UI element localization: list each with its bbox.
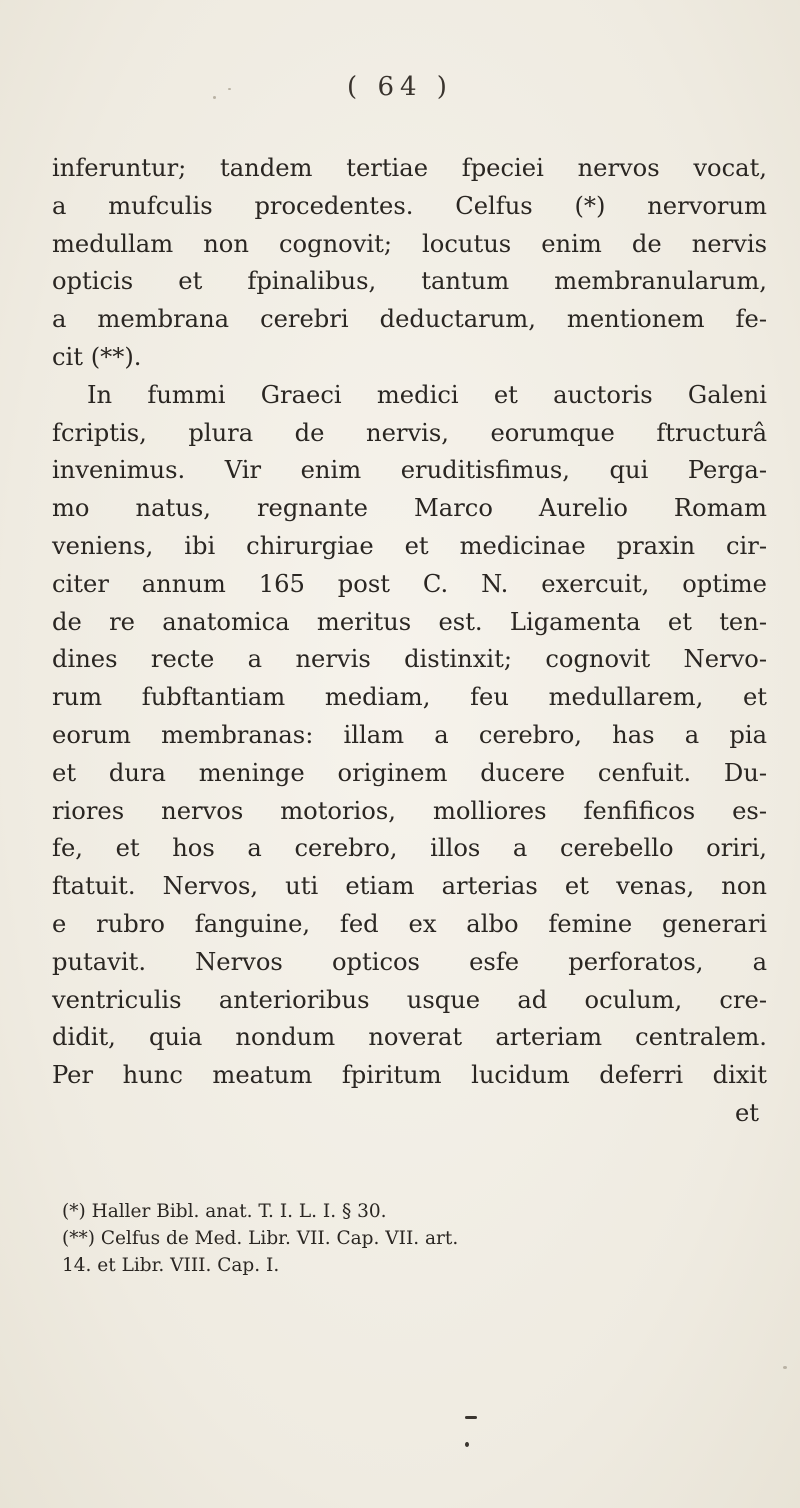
paper-spot <box>783 1366 787 1369</box>
footnote-line: (*) Haller Bibl. anat. T. I. L. I. § 30. <box>62 1201 387 1222</box>
text-line: fe, et hos a cerebro, illos a cerebello oriri, <box>52 834 767 863</box>
text-line: riores nervos motorios, molliores fenfificos es- <box>52 796 767 825</box>
text-line: eorum membranas: illam a cerebro, has a pia <box>52 720 767 749</box>
ink-mark <box>465 1416 477 1419</box>
text-line: invenimus. Vir enim eruditisfimus, qui Perga- <box>52 456 767 485</box>
text-line: et dura meninge originem ducere cenfuit. Du- <box>52 758 767 787</box>
text-line: opticis et fpinalibus, tantum membranularum, <box>52 267 767 296</box>
paper-spot <box>228 88 231 90</box>
text-line: ventriculis anterioribus usque ad oculum, cre- <box>52 985 767 1014</box>
text-line: putavit. Nervos opticos esfe perforatos, a <box>52 947 767 976</box>
footnote-line: 14. et Libr. VIII. Cap. I. <box>62 1255 280 1276</box>
footnote-line: (**) Celfus de Med. Libr. VII. Cap. VII. art. <box>62 1228 459 1249</box>
text-line: dines recte a nervis distinxit; cognovit Nervo- <box>52 645 767 674</box>
paper-spot <box>213 96 216 99</box>
text-line: citer annum 165 post C. N. exercuit, optime <box>52 569 767 598</box>
ink-mark <box>465 1442 469 1447</box>
paragraph-start-line: In fummi Graeci medici et auctoris Galeni <box>87 380 767 409</box>
footnotes-block <box>62 1198 762 1279</box>
text-line: rum fubftantiam mediam, feu medullarem, et <box>52 683 767 712</box>
text-line: mo natus, regnante Marco Aurelio Romam <box>52 494 767 523</box>
text-line: veniens, ibi chirurgiae et medicinae praxin cir- <box>52 531 767 560</box>
page-number: ( 64 ) <box>347 72 453 102</box>
text-line: a mufculis procedentes. Celfus (*) nervorum <box>52 191 767 220</box>
text-line: medullam non cognovit; locutus enim de nervis <box>52 229 767 258</box>
text-line: e rubro fanguine, fed ex albo femine generari <box>52 909 767 938</box>
text-line: inferuntur; tandem tertiae fpeciei nervos vocat, <box>52 154 767 182</box>
text-line: ftatuit. Nervos, uti etiam arterias et venas, non <box>52 872 767 901</box>
main-text-block <box>52 150 767 1133</box>
text-line: Per hunc meatum fpiritum lucidum deferri dixit <box>52 1061 767 1090</box>
text-line: a membrana cerebri deductarum, mentionem fe- <box>52 305 767 334</box>
text-line: de re anatomica meritus est. Ligamenta et ten- <box>52 607 767 636</box>
text-line: cit (**). <box>52 342 142 371</box>
catchword: et <box>734 1098 759 1127</box>
text-line: fcriptis, plura de nervis, eorumque ftructurâ <box>52 418 767 447</box>
text-line: didit, quia nondum noverat arteriam centralem. <box>52 1023 767 1052</box>
